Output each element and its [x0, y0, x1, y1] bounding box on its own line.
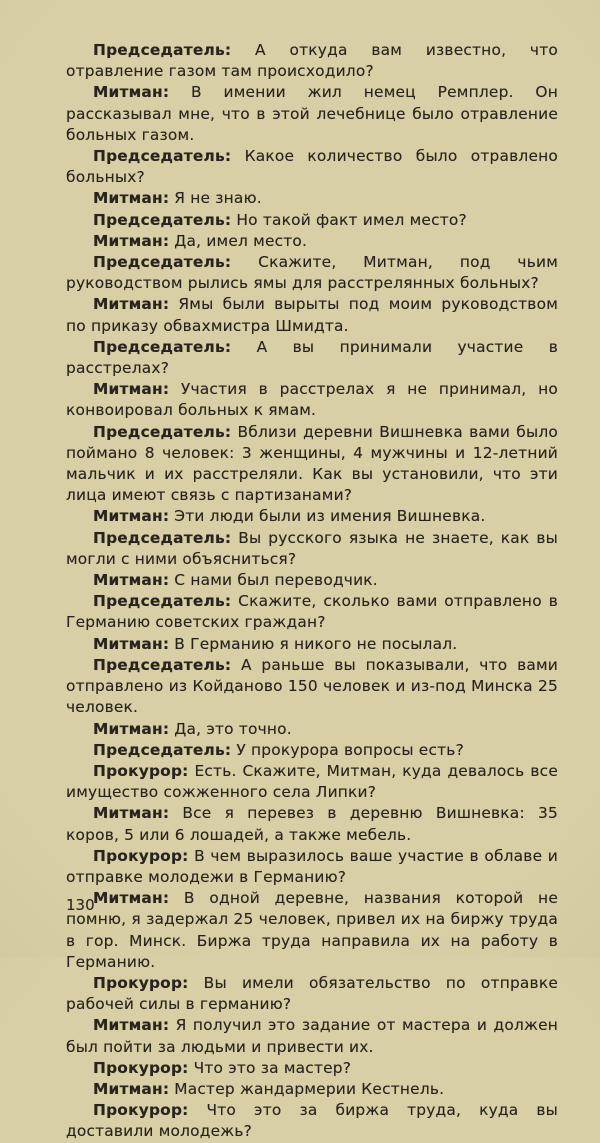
- dialogue-paragraph: Митман: Я не знаю.: [93, 189, 262, 208]
- dialogue-paragraph: Председатель: У прокурора вопросы есть?: [93, 740, 464, 759]
- speaker-name: Митман:: [93, 889, 170, 908]
- dialogue-paragraph: Председатель: А вы принимали участие в расстрелах?: [66, 337, 558, 378]
- dialogue-paragraph: Председатель: Скажите, Митман, под чьим руководством рылись ямы для расстрелянных больных?: [66, 253, 558, 293]
- dialogue-paragraph: Прокурор: Есть. Скажите, Митман, куда девалось все имущество сожженного села Липки?: [66, 761, 558, 802]
- dialogue-paragraph: Митман: Участия в расстрелах я не принимал, но конвоировал больных к ямам.: [66, 380, 558, 420]
- dialogue-paragraph: Председатель: Скажите, сколько вами отправлено в Германию советских граждан?: [66, 592, 558, 632]
- dialogue-paragraph: Митман: В имении жил немец Ремплер. Он рассказывал мне, что в этой лечебнице было отравление больных газом.: [66, 83, 558, 144]
- dialogue-paragraph: Прокурор: Вы имели обязательство по отправке рабочей силы в германию?: [66, 973, 558, 1014]
- dialogue-paragraph: Прокурор: В чем выразилось ваше участие в облаве и отправке молодежи в Германию?: [66, 846, 558, 886]
- dialogue-paragraph: Митман: Эти люди были из имения Вишневка.: [93, 507, 486, 526]
- speaker-name: Митман:: [93, 571, 170, 590]
- dialogue-paragraph: Митман: Ямы были вырыты под моим руководством по приказу обвахмистра Шмидта.: [66, 295, 558, 335]
- dialogue-paragraph: Митман: В одной деревне, названия которой не помню, я задержал 25 человек, привел их на биржу труда в гор. Минск. Биржа труда направила их на работу в Германию.: [66, 889, 558, 971]
- speaker-name: Митман:: [93, 189, 170, 208]
- speaker-name: Митман:: [93, 295, 170, 314]
- dialogue-paragraph: Митман: Я получил это задание от мастера и должен был пойти за людьми и привести их.: [66, 1016, 558, 1056]
- speaker-name: Прокурор:: [93, 973, 189, 992]
- speaker-name: Председатель:: [93, 740, 232, 759]
- dialogue-paragraph: Митман: Мастер жандармерии Кестнель.: [93, 1079, 445, 1098]
- dialogue-paragraph: Председатель: Вы русского языка не знаете, как вы могли с ними объясниться?: [66, 528, 558, 568]
- speaker-name: Митман:: [93, 719, 170, 738]
- speaker-name: Председатель:: [93, 253, 232, 272]
- dialogue-paragraph: Председатель: Но такой факт имел место?: [93, 210, 467, 229]
- speaker-name: Митман:: [93, 1016, 170, 1035]
- speaker-name: Председатель:: [93, 41, 232, 59]
- speaker-name: Митман:: [93, 634, 170, 653]
- speaker-name: Митман:: [93, 83, 170, 102]
- speaker-name: Митман:: [93, 507, 170, 526]
- dialogue-paragraph: Председатель: А откуда вам известно, что отравление газом там происходило?: [66, 41, 558, 81]
- speaker-name: Председатель:: [93, 422, 232, 441]
- speaker-name: Прокурор:: [93, 1101, 189, 1120]
- speaker-name: Прокурор:: [93, 761, 189, 780]
- dialogue-paragraph: Председатель: Вблизи деревни Вишневка вами было поймано 8 человек: 3 женщины, 4 мужчины и 12-летний мальчик и их расстреляли. Как вы установили, что эти лица имеют связь с партизанами?: [66, 422, 558, 505]
- dialogue-paragraph: Председатель: А раньше вы показывали, что вами отправлено из Койданово 150 человек и из-под Минска 25 человек.: [66, 655, 558, 717]
- speaker-name: Председатель:: [93, 655, 232, 674]
- page-number: 130: [66, 896, 95, 914]
- speaker-name: Прокурор:: [93, 1058, 189, 1077]
- dialogue-paragraph: Прокурор: Что это за биржа труда, куда вы доставили молодежь?: [66, 1101, 558, 1141]
- dialogue-paragraph: Митман: С нами был переводчик.: [93, 571, 378, 590]
- dialogue-paragraph: Митман: В Германию я никого не посылал.: [93, 634, 458, 653]
- speaker-name: Митман:: [93, 1079, 170, 1098]
- speaker-name: Митман:: [93, 804, 170, 823]
- speaker-name: Председатель:: [93, 592, 232, 611]
- speaker-name: Председатель:: [93, 147, 232, 166]
- speaker-name: Митман:: [93, 380, 170, 399]
- speaker-name: Председатель:: [93, 210, 232, 229]
- speaker-name: Председатель:: [93, 528, 232, 547]
- speaker-name: Прокурор:: [93, 846, 189, 865]
- trial-transcript: [66, 40, 558, 1143]
- speaker-name: Митман:: [93, 231, 170, 250]
- dialogue-paragraph: Митман: Да, имел место.: [93, 231, 308, 250]
- dialogue-paragraph: Прокурор: Что это за мастер?: [93, 1058, 352, 1077]
- dialogue-paragraph: Митман: Все я перевез в деревню Вишневка: 35 коров, 5 или 6 лошадей, а также мебель.: [66, 804, 558, 844]
- dialogue-paragraph: Митман: Да, это точно.: [93, 719, 292, 738]
- speaker-name: Председатель:: [93, 337, 232, 356]
- dialogue-paragraph: Председатель: Какое количество было отравлено больных?: [66, 147, 558, 187]
